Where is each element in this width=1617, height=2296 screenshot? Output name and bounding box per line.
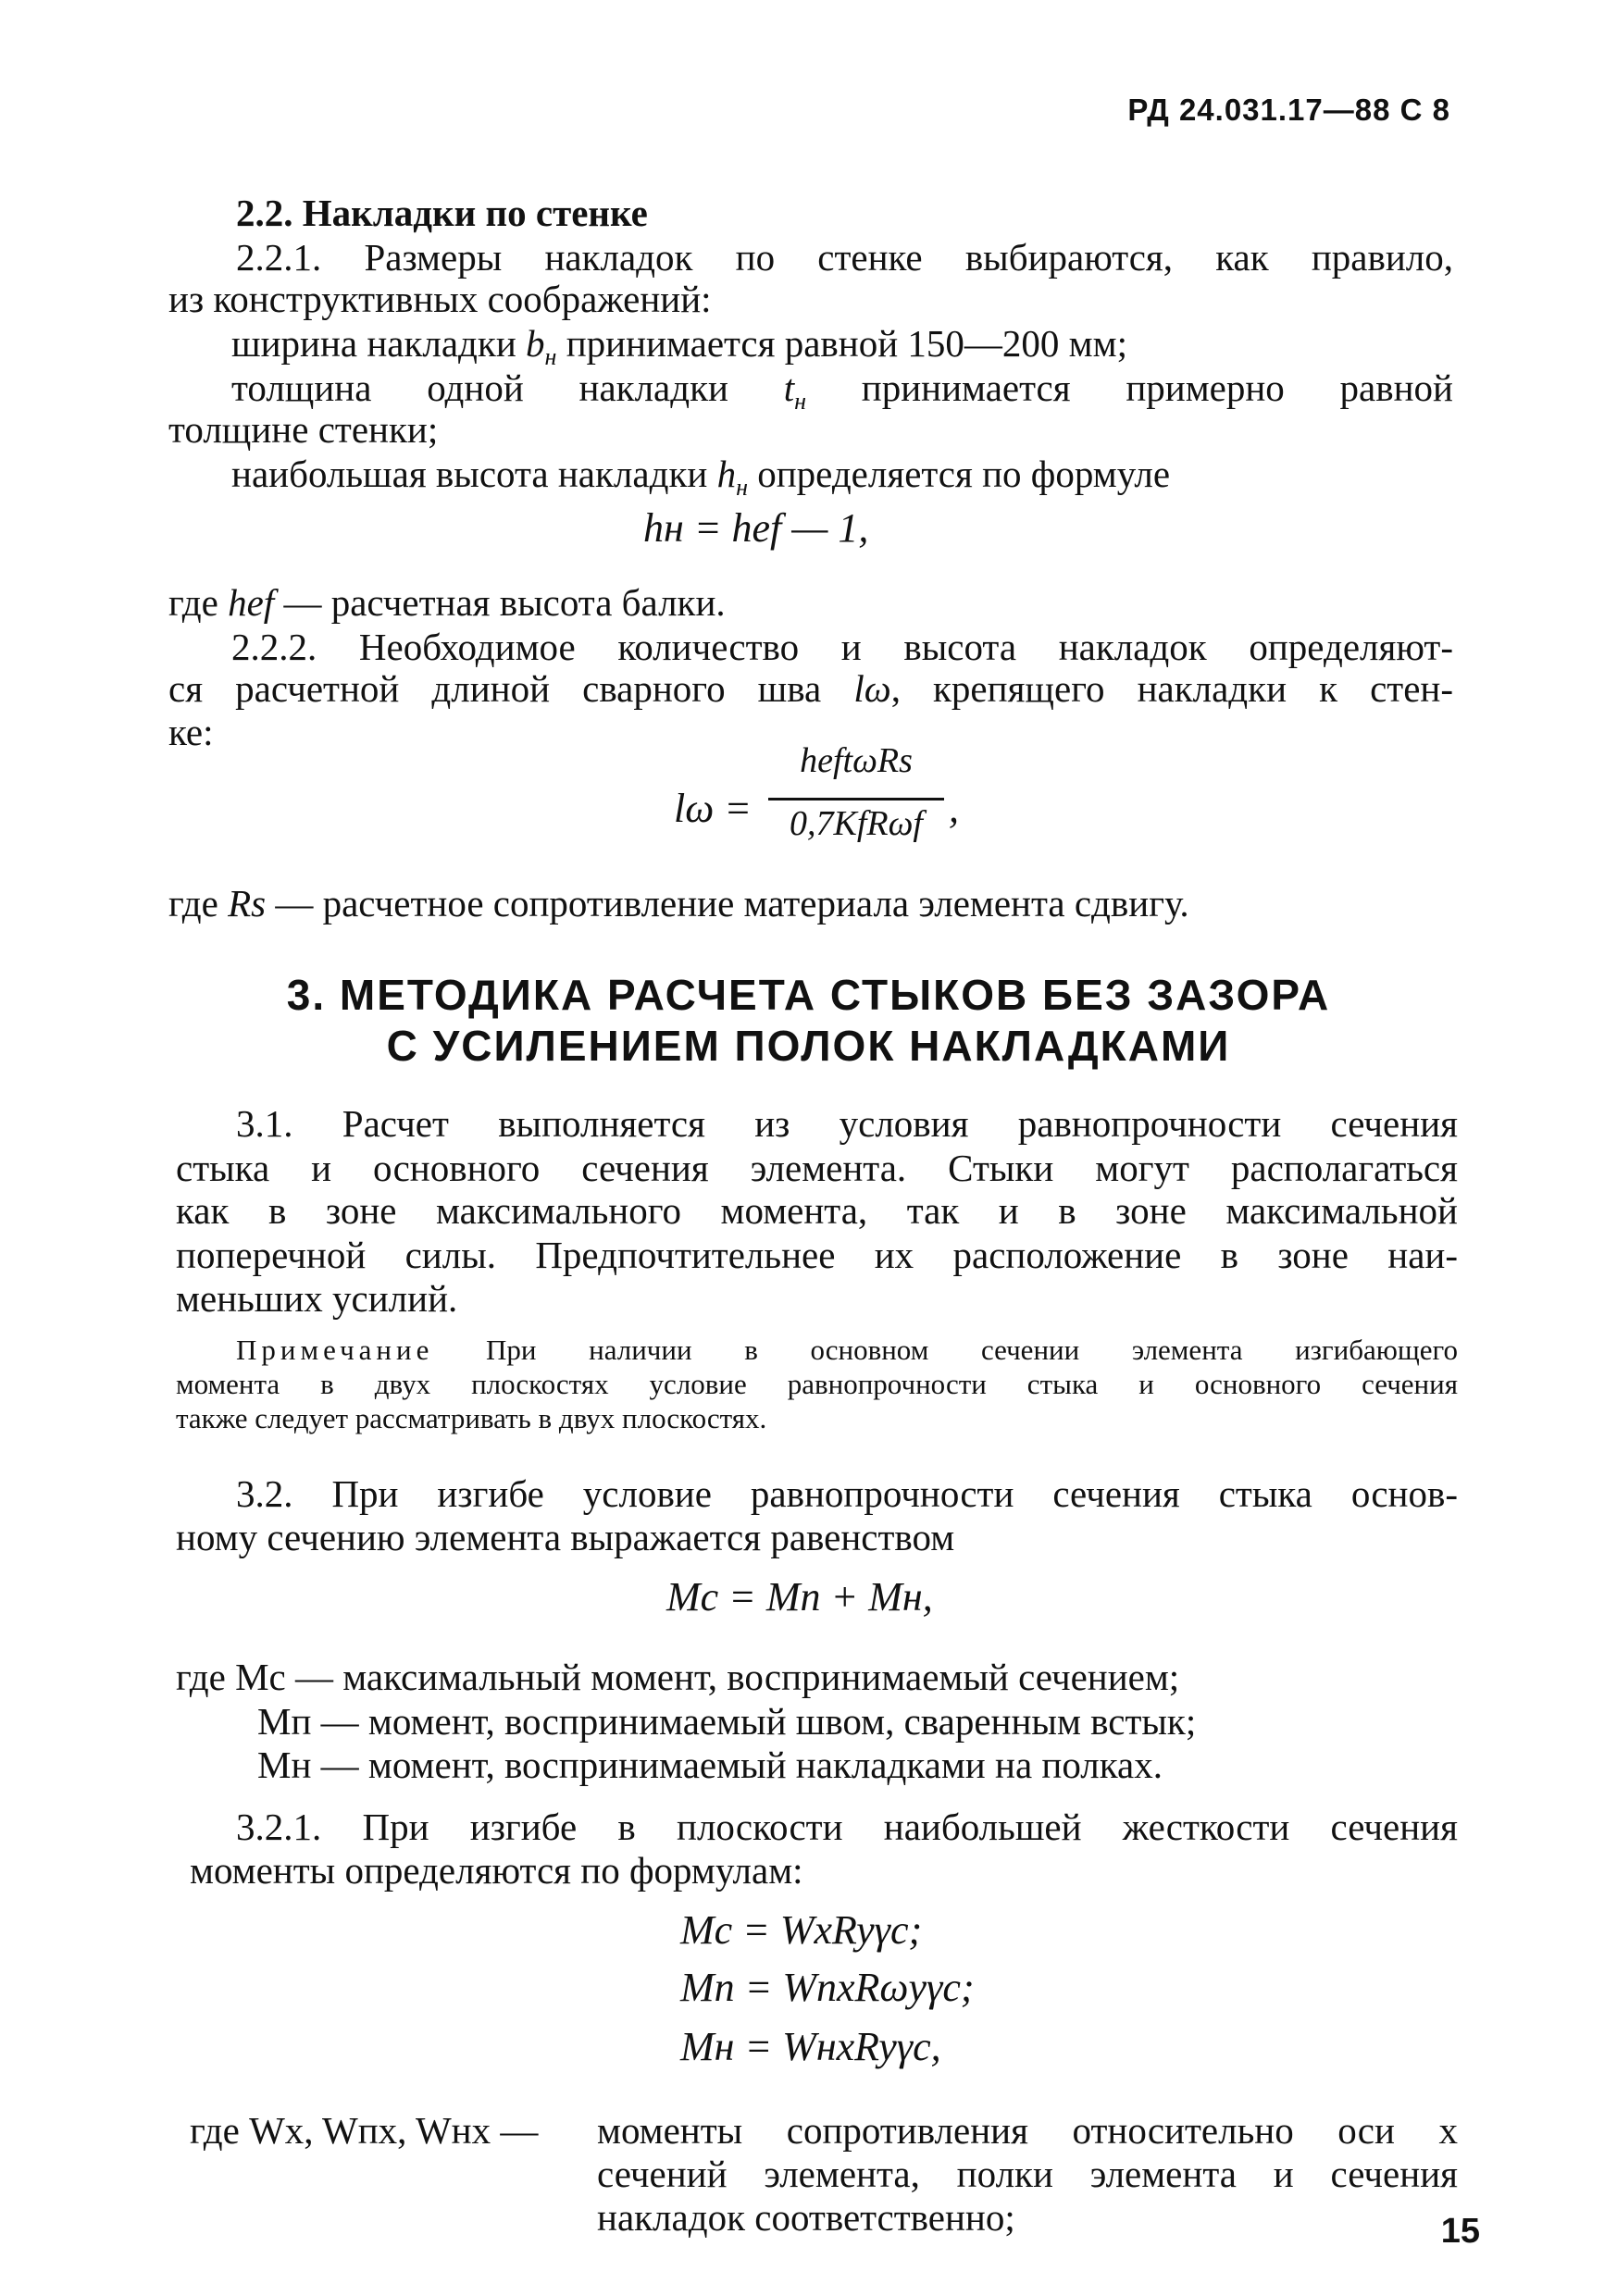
definition-line: Mп — момент, воспринимаемый швом, сваренным встык; [257,1700,1197,1743]
formula-mc-w: Mс = WxRyγc; [680,1907,923,1953]
definition-line: накладок соответственно; [597,2196,1015,2239]
note-line: момента в двух плоскостях условие равнопрочности стыка и основного сечения [176,1368,1458,1400]
paragraph-line: 2.2.2. Необходимое количество и высота накладок определяют- [231,626,1453,668]
paragraph-line: ному сечению элемента выражается равенством [176,1516,955,1558]
formula-mp-w: Mп = WпxRωyγc; [680,1965,975,2010]
formula-lw-denominator: 0,7KfRωf [789,804,923,843]
paragraph-line: ширина накладки $b_н$ принимается равной 150—200 мм; [231,322,1127,370]
paragraph-line: ке: [168,711,214,753]
formula-lw-lhs: lω = [674,786,752,831]
definition-line: Mн — момент, воспринимаемый накладками на полках. [257,1744,1163,1786]
paragraph-line: как в зоне максимального момента, так и в зоне максимальной [176,1189,1458,1232]
paragraph-line: из конструктивных соображений: [168,278,712,320]
definition-line: где Rs — расчетное сопротивление материала элемента сдвигу. [168,882,1189,925]
paragraph-line: ся расчетной длиной сварного шва lω, крепящего накладки к стен- [168,667,1454,710]
formula-hn: hн = hef — 1, [643,505,869,551]
fraction-bar [768,798,944,800]
paragraph-line: 3.2.1. При изгибе в плоскости наибольшей жесткости сечения [236,1806,1458,1848]
note-line: также следует рассматривать в двух плоскостях. [176,1402,767,1434]
definition-line: где Mс — максимальный момент, воспринимаемый сечением; [176,1656,1180,1698]
paragraph-line: поперечной силы. Предпочтительнее их расположение в зоне наи- [176,1234,1458,1276]
paragraph-line: 3.1. Расчет выполняется из условия равнопрочности сечения [236,1102,1458,1145]
paragraph-line: 2.2.1. Размеры накладок по стенке выбираются, как правило, [236,236,1453,279]
formula-lw-numerator: heftωRs [800,741,913,780]
definition-line: сечений элемента, полки элемента и сечения [597,2153,1458,2195]
paragraph-line: толщине стенки; [168,408,439,451]
section-title: 2.2. Накладки по стенке [236,192,648,234]
paragraph-line: 3.2. При изгибе условие равнопрочности сечения стыка основ- [236,1472,1458,1515]
formula-mc: Mс = Mп + Mн, [666,1574,933,1620]
section-heading: С УСИЛЕНИЕМ ПОЛОК НАКЛАДКАМИ [386,1022,1231,1070]
formula-lw-end: , [949,786,959,831]
document-header: РД 24.031.17—88 С 8 [1127,93,1450,127]
paragraph-line: толщина одной накладки $t_н$ принимается примерно равной [231,366,1453,415]
definition-line: моменты сопротивления относительно оси x [597,2109,1458,2152]
formula-mn-w: Mн = WнxRyγc, [680,2024,941,2069]
page-number: 15 [1440,2212,1480,2251]
section-heading: 3. МЕТОДИКА РАСЧЕТА СТЫКОВ БЕЗ ЗАЗОРА [286,971,1331,1019]
definition-line: где hef — расчетная высота балки. [168,581,726,624]
paragraph-line: стыка и основного сечения элемента. Стыки могут располагаться [176,1147,1458,1189]
paragraph-line: наибольшая высота накладки $h_н$ определяется по формуле [231,453,1171,501]
paragraph-line: меньших усилий. [176,1277,458,1320]
definition-lead: где Wx, Wпx, Wнx — [190,2109,539,2152]
note-line: Примечание При наличии в основном сечении элемента изгибающего [236,1334,1458,1366]
paragraph-line: моменты определяются по формулам: [190,1849,803,1892]
